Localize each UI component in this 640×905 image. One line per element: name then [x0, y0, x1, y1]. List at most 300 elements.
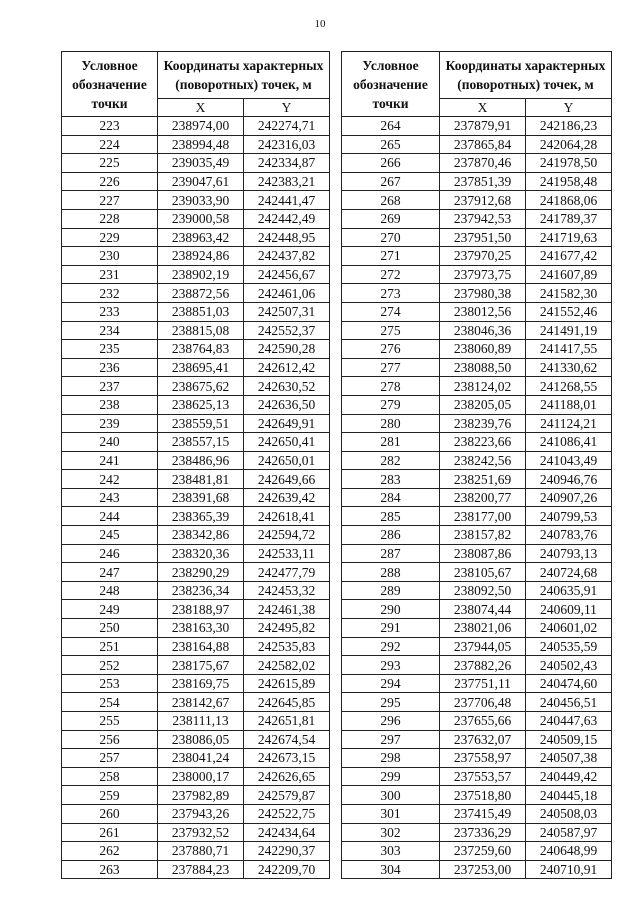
- y-coordinate-cell: 240445,18: [526, 786, 612, 805]
- table-row: [62, 265, 330, 284]
- point-number-cell: 225: [62, 154, 158, 173]
- y-coordinate-cell: 241417,55: [526, 340, 612, 359]
- x-coordinate-cell: 238124,02: [440, 377, 526, 396]
- x-coordinate-cell: 238092,50: [440, 581, 526, 600]
- table-row: [62, 749, 330, 768]
- point-number-cell: 259: [62, 786, 158, 805]
- y-coordinate-cell: 242437,82: [244, 247, 330, 266]
- x-coordinate-cell: 238163,30: [158, 619, 244, 638]
- y-coordinate-cell: 242535,83: [244, 637, 330, 656]
- point-number-cell: 280: [342, 414, 440, 433]
- y-coordinate-cell: 241719,63: [526, 228, 612, 247]
- y-coordinate-cell: 240783,76: [526, 526, 612, 545]
- point-number-cell: 303: [342, 842, 440, 861]
- point-number-cell: 246: [62, 544, 158, 563]
- y-coordinate-cell: 241582,30: [526, 284, 612, 303]
- table-row: [62, 860, 330, 879]
- y-coordinate-cell: 240474,60: [526, 674, 612, 693]
- table-row: [62, 656, 330, 675]
- point-number-cell: 253: [62, 674, 158, 693]
- x-coordinate-cell: 238974,00: [158, 117, 244, 136]
- x-coordinate-cell: 237973,75: [440, 265, 526, 284]
- y-coordinate-cell: 242495,82: [244, 619, 330, 638]
- point-number-cell: 239: [62, 414, 158, 433]
- table-row: [342, 451, 612, 470]
- table-row: [62, 674, 330, 693]
- point-number-cell: 262: [62, 842, 158, 861]
- table-row: [342, 395, 612, 414]
- table-row: [62, 842, 330, 861]
- y-coordinate-cell: 241552,46: [526, 302, 612, 321]
- table-row: [342, 488, 612, 507]
- y-coordinate-cell: 240508,03: [526, 804, 612, 823]
- point-number-cell: 297: [342, 730, 440, 749]
- y-coordinate-cell: 242274,71: [244, 117, 330, 136]
- x-coordinate-cell: 238177,00: [440, 507, 526, 526]
- x-coordinate-cell: 237882,26: [440, 656, 526, 675]
- x-coordinate-cell: 237259,60: [440, 842, 526, 861]
- x-coordinate-cell: 238342,86: [158, 526, 244, 545]
- y-coordinate-cell: 242552,37: [244, 321, 330, 340]
- table-row: [342, 842, 612, 861]
- table-row: [342, 860, 612, 879]
- point-number-cell: 244: [62, 507, 158, 526]
- table-row: [62, 321, 330, 340]
- y-coordinate-cell: 240710,91: [526, 860, 612, 879]
- table-row: [342, 340, 612, 359]
- x-coordinate-cell: 238365,39: [158, 507, 244, 526]
- point-number-cell: 247: [62, 563, 158, 582]
- x-coordinate-cell: 237655,66: [440, 712, 526, 731]
- x-coordinate-cell: 237884,23: [158, 860, 244, 879]
- x-coordinate-cell: 238088,50: [440, 358, 526, 377]
- x-coordinate-cell: 239033,90: [158, 191, 244, 210]
- point-number-cell: 268: [342, 191, 440, 210]
- y-coordinate-cell: 242186,23: [526, 117, 612, 136]
- point-number-cell: 252: [62, 656, 158, 675]
- point-number-cell: 245: [62, 526, 158, 545]
- point-number-cell: 294: [342, 674, 440, 693]
- table-row: [342, 656, 612, 675]
- y-coordinate-cell: 242316,03: [244, 135, 330, 154]
- table-row: [342, 172, 612, 191]
- y-coordinate-cell: 242461,06: [244, 284, 330, 303]
- y-coordinate-cell: 241607,89: [526, 265, 612, 284]
- y-coordinate-cell: 242636,50: [244, 395, 330, 414]
- y-coordinate-cell: 242590,28: [244, 340, 330, 359]
- point-number-cell: 229: [62, 228, 158, 247]
- point-number-cell: 302: [342, 823, 440, 842]
- y-coordinate-cell: 241043,49: [526, 451, 612, 470]
- table-row: [62, 544, 330, 563]
- x-coordinate-cell: 238169,75: [158, 674, 244, 693]
- point-number-cell: 223: [62, 117, 158, 136]
- x-coordinate-cell: 239000,58: [158, 209, 244, 228]
- y-coordinate-cell: 242650,01: [244, 451, 330, 470]
- point-number-cell: 289: [342, 581, 440, 600]
- table-row: [62, 823, 330, 842]
- table-row: [342, 470, 612, 489]
- table-row: [62, 228, 330, 247]
- point-number-cell: 236: [62, 358, 158, 377]
- table-row: [342, 265, 612, 284]
- point-number-cell: 299: [342, 767, 440, 786]
- table-row: [342, 228, 612, 247]
- table-body-right: [342, 117, 612, 879]
- x-column-header: X: [158, 99, 244, 117]
- point-number-cell: 264: [342, 117, 440, 136]
- y-coordinate-cell: 242477,79: [244, 563, 330, 582]
- table-row: [62, 433, 330, 452]
- table-row: [342, 600, 612, 619]
- y-coordinate-cell: 242612,42: [244, 358, 330, 377]
- x-coordinate-cell: 238557,15: [158, 433, 244, 452]
- point-number-cell: 272: [342, 265, 440, 284]
- x-coordinate-cell: 238111,13: [158, 712, 244, 731]
- point-number-cell: 242: [62, 470, 158, 489]
- y-coordinate-cell: 242649,66: [244, 470, 330, 489]
- point-number-cell: 282: [342, 451, 440, 470]
- x-coordinate-cell: 238242,56: [440, 451, 526, 470]
- x-coordinate-cell: 238223,66: [440, 433, 526, 452]
- point-number-cell: 257: [62, 749, 158, 768]
- point-number-cell: 285: [342, 507, 440, 526]
- y-coordinate-cell: 240724,68: [526, 563, 612, 582]
- point-number-cell: 224: [62, 135, 158, 154]
- table-row: [62, 507, 330, 526]
- x-coordinate-cell: 238087,86: [440, 544, 526, 563]
- x-coordinate-cell: 238924,86: [158, 247, 244, 266]
- point-number-cell: 249: [62, 600, 158, 619]
- table-row: [342, 433, 612, 452]
- point-number-cell: 235: [62, 340, 158, 359]
- point-number-cell: 270: [342, 228, 440, 247]
- y-coordinate-cell: 240507,38: [526, 749, 612, 768]
- table-row: [342, 191, 612, 210]
- coordinates-header: Координаты характерных (поворотных) точек, м: [440, 52, 612, 99]
- x-coordinate-cell: 237870,46: [440, 154, 526, 173]
- page-number: 10: [314, 18, 326, 30]
- x-coordinate-cell: 238625,13: [158, 395, 244, 414]
- y-coordinate-cell: 241789,37: [526, 209, 612, 228]
- x-coordinate-cell: 238391,68: [158, 488, 244, 507]
- x-coordinate-cell: 237970,25: [440, 247, 526, 266]
- point-number-cell: 256: [62, 730, 158, 749]
- point-number-cell: 234: [62, 321, 158, 340]
- x-coordinate-cell: 238675,62: [158, 377, 244, 396]
- y-coordinate-cell: 242383,21: [244, 172, 330, 191]
- point-number-cell: 284: [342, 488, 440, 507]
- y-coordinate-cell: 242334,87: [244, 154, 330, 173]
- x-coordinate-cell: 237518,80: [440, 786, 526, 805]
- x-coordinate-cell: 238559,51: [158, 414, 244, 433]
- x-coordinate-cell: 237912,68: [440, 191, 526, 210]
- table-row: [342, 786, 612, 805]
- y-coordinate-cell: 240456,51: [526, 693, 612, 712]
- y-coordinate-cell: 241868,06: [526, 191, 612, 210]
- point-number-cell: 292: [342, 637, 440, 656]
- table-row: [342, 730, 612, 749]
- x-coordinate-cell: 238142,67: [158, 693, 244, 712]
- y-coordinate-cell: 242650,41: [244, 433, 330, 452]
- y-coordinate-cell: 240535,59: [526, 637, 612, 656]
- header-row: [62, 52, 330, 99]
- table-row: [62, 358, 330, 377]
- table-row: [62, 154, 330, 173]
- table-row: [62, 470, 330, 489]
- y-coordinate-cell: 241188,01: [526, 395, 612, 414]
- x-coordinate-cell: 238200,77: [440, 488, 526, 507]
- x-coordinate-cell: 238251,69: [440, 470, 526, 489]
- y-coordinate-cell: 242579,87: [244, 786, 330, 805]
- x-coordinate-cell: 237932,52: [158, 823, 244, 842]
- point-number-cell: 226: [62, 172, 158, 191]
- point-number-cell: 255: [62, 712, 158, 731]
- x-coordinate-cell: 238486,96: [158, 451, 244, 470]
- table-row: [342, 302, 612, 321]
- y-coordinate-cell: 241330,62: [526, 358, 612, 377]
- x-coordinate-cell: 237880,71: [158, 842, 244, 861]
- y-coordinate-cell: 240609,11: [526, 600, 612, 619]
- y-coordinate-cell: 240449,42: [526, 767, 612, 786]
- table-row: [62, 563, 330, 582]
- y-coordinate-cell: 242651,81: [244, 712, 330, 731]
- point-number-cell: 240: [62, 433, 158, 452]
- point-number-cell: 260: [62, 804, 158, 823]
- x-coordinate-cell: 238994,48: [158, 135, 244, 154]
- point-number-cell: 301: [342, 804, 440, 823]
- y-column-header: Y: [244, 99, 330, 117]
- table-row: [62, 581, 330, 600]
- x-coordinate-cell: 238764,83: [158, 340, 244, 359]
- point-number-cell: 248: [62, 581, 158, 600]
- point-number-cell: 265: [342, 135, 440, 154]
- point-number-cell: 283: [342, 470, 440, 489]
- y-coordinate-cell: 242522,75: [244, 804, 330, 823]
- x-coordinate-cell: 238872,56: [158, 284, 244, 303]
- y-coordinate-cell: 242209,70: [244, 860, 330, 879]
- table-row: [342, 284, 612, 303]
- table-row: [342, 117, 612, 136]
- table-row: [342, 693, 612, 712]
- table-row: [62, 619, 330, 638]
- y-coordinate-cell: 242582,02: [244, 656, 330, 675]
- x-coordinate-cell: 238320,36: [158, 544, 244, 563]
- header-row: [342, 52, 612, 99]
- x-coordinate-cell: 237942,53: [440, 209, 526, 228]
- x-coordinate-cell: 238695,41: [158, 358, 244, 377]
- point-number-cell: 290: [342, 600, 440, 619]
- y-coordinate-cell: 242630,52: [244, 377, 330, 396]
- table-row: [62, 526, 330, 545]
- point-number-cell: 288: [342, 563, 440, 582]
- x-coordinate-cell: 237751,11: [440, 674, 526, 693]
- coordinates-table-right: [341, 51, 612, 879]
- y-coordinate-cell: 240793,13: [526, 544, 612, 563]
- y-coordinate-cell: 242618,41: [244, 507, 330, 526]
- table-row: [62, 804, 330, 823]
- table-row: [62, 172, 330, 191]
- x-coordinate-cell: 238074,44: [440, 600, 526, 619]
- point-number-cell: 266: [342, 154, 440, 173]
- y-coordinate-cell: 240502,43: [526, 656, 612, 675]
- table-row: [342, 804, 612, 823]
- x-coordinate-cell: 238021,06: [440, 619, 526, 638]
- table-row: [62, 600, 330, 619]
- table-row: [62, 302, 330, 321]
- table-row: [342, 507, 612, 526]
- x-coordinate-cell: 237851,39: [440, 172, 526, 191]
- x-coordinate-cell: 238086,05: [158, 730, 244, 749]
- x-coordinate-cell: 238060,89: [440, 340, 526, 359]
- point-number-cell: 230: [62, 247, 158, 266]
- x-coordinate-cell: 238157,82: [440, 526, 526, 545]
- point-number-cell: 276: [342, 340, 440, 359]
- point-number-cell: 287: [342, 544, 440, 563]
- x-coordinate-cell: 238290,29: [158, 563, 244, 582]
- table-row: [62, 730, 330, 749]
- y-coordinate-cell: 240509,15: [526, 730, 612, 749]
- table-row: [62, 693, 330, 712]
- x-coordinate-cell: 238239,76: [440, 414, 526, 433]
- table-row: [62, 414, 330, 433]
- table-row: [62, 284, 330, 303]
- y-coordinate-cell: 242639,42: [244, 488, 330, 507]
- point-label-header: Условное обозначение точки: [62, 52, 158, 117]
- y-coordinate-cell: 240635,91: [526, 581, 612, 600]
- x-coordinate-cell: 237706,48: [440, 693, 526, 712]
- table-row: [342, 637, 612, 656]
- point-label-header: Условное обозначение точки: [342, 52, 440, 117]
- x-coordinate-cell: 237865,84: [440, 135, 526, 154]
- y-coordinate-cell: 241491,19: [526, 321, 612, 340]
- table-row: [342, 377, 612, 396]
- point-number-cell: 277: [342, 358, 440, 377]
- y-coordinate-cell: 240447,63: [526, 712, 612, 731]
- y-coordinate-cell: 242533,11: [244, 544, 330, 563]
- point-number-cell: 269: [342, 209, 440, 228]
- point-number-cell: 279: [342, 395, 440, 414]
- table-row: [342, 619, 612, 638]
- x-coordinate-cell: 238205,05: [440, 395, 526, 414]
- y-coordinate-cell: 242448,95: [244, 228, 330, 247]
- y-coordinate-cell: 242615,89: [244, 674, 330, 693]
- y-coordinate-cell: 242626,65: [244, 767, 330, 786]
- y-coordinate-cell: 240587,97: [526, 823, 612, 842]
- y-coordinate-cell: 240946,76: [526, 470, 612, 489]
- table-row: [342, 414, 612, 433]
- y-coordinate-cell: 241124,21: [526, 414, 612, 433]
- y-coordinate-cell: 242441,47: [244, 191, 330, 210]
- y-coordinate-cell: 241677,42: [526, 247, 612, 266]
- y-coordinate-cell: 242649,91: [244, 414, 330, 433]
- point-number-cell: 261: [62, 823, 158, 842]
- table-row: [342, 544, 612, 563]
- point-number-cell: 298: [342, 749, 440, 768]
- table-row: [342, 563, 612, 582]
- point-number-cell: 227: [62, 191, 158, 210]
- x-coordinate-cell: 238105,67: [440, 563, 526, 582]
- table-row: [342, 823, 612, 842]
- point-number-cell: 274: [342, 302, 440, 321]
- table-row: [342, 749, 612, 768]
- x-coordinate-cell: 237951,50: [440, 228, 526, 247]
- table-row: [62, 395, 330, 414]
- x-coordinate-cell: 237944,05: [440, 637, 526, 656]
- x-coordinate-cell: 237553,57: [440, 767, 526, 786]
- x-coordinate-cell: 238046,36: [440, 321, 526, 340]
- x-coordinate-cell: 238481,81: [158, 470, 244, 489]
- point-number-cell: 254: [62, 693, 158, 712]
- x-coordinate-cell: 238851,03: [158, 302, 244, 321]
- table-row: [342, 674, 612, 693]
- x-coordinate-cell: 237879,91: [440, 117, 526, 136]
- x-coordinate-cell: 237943,26: [158, 804, 244, 823]
- y-coordinate-cell: 242442,49: [244, 209, 330, 228]
- y-coordinate-cell: 240799,53: [526, 507, 612, 526]
- table-row: [62, 637, 330, 656]
- point-number-cell: 228: [62, 209, 158, 228]
- table-row: [342, 526, 612, 545]
- point-number-cell: 271: [342, 247, 440, 266]
- x-coordinate-cell: 239047,61: [158, 172, 244, 191]
- y-coordinate-cell: 241268,55: [526, 377, 612, 396]
- y-coordinate-cell: 242645,85: [244, 693, 330, 712]
- x-coordinate-cell: 238815,08: [158, 321, 244, 340]
- table-row: [342, 209, 612, 228]
- y-coordinate-cell: 240601,02: [526, 619, 612, 638]
- x-coordinate-cell: 237980,38: [440, 284, 526, 303]
- y-coordinate-cell: 241958,48: [526, 172, 612, 191]
- table-row: [342, 767, 612, 786]
- table-row: [342, 321, 612, 340]
- y-coordinate-cell: 242594,72: [244, 526, 330, 545]
- table-row: [62, 247, 330, 266]
- table-row: [342, 581, 612, 600]
- point-number-cell: 267: [342, 172, 440, 191]
- y-coordinate-cell: 242453,32: [244, 581, 330, 600]
- point-number-cell: 286: [342, 526, 440, 545]
- point-number-cell: 273: [342, 284, 440, 303]
- point-number-cell: 250: [62, 619, 158, 638]
- table-row: [62, 786, 330, 805]
- y-coordinate-cell: 242507,31: [244, 302, 330, 321]
- table-body-left: [62, 117, 330, 879]
- table-row: [62, 712, 330, 731]
- x-coordinate-cell: 237558,97: [440, 749, 526, 768]
- y-coordinate-cell: 241978,50: [526, 154, 612, 173]
- x-coordinate-cell: 238000,17: [158, 767, 244, 786]
- y-coordinate-cell: 242674,54: [244, 730, 330, 749]
- point-number-cell: 300: [342, 786, 440, 805]
- coordinates-table-left: [61, 51, 330, 879]
- x-coordinate-cell: 238012,56: [440, 302, 526, 321]
- x-coordinate-cell: 237336,29: [440, 823, 526, 842]
- y-coordinate-cell: 242456,67: [244, 265, 330, 284]
- x-coordinate-cell: 237253,00: [440, 860, 526, 879]
- x-coordinate-cell: 237415,49: [440, 804, 526, 823]
- x-coordinate-cell: 238902,19: [158, 265, 244, 284]
- point-number-cell: 291: [342, 619, 440, 638]
- table-row: [342, 358, 612, 377]
- point-number-cell: 281: [342, 433, 440, 452]
- point-number-cell: 237: [62, 377, 158, 396]
- x-coordinate-cell: 238175,67: [158, 656, 244, 675]
- y-coordinate-cell: 242290,37: [244, 842, 330, 861]
- point-number-cell: 293: [342, 656, 440, 675]
- table-row: [342, 135, 612, 154]
- table-row: [62, 135, 330, 154]
